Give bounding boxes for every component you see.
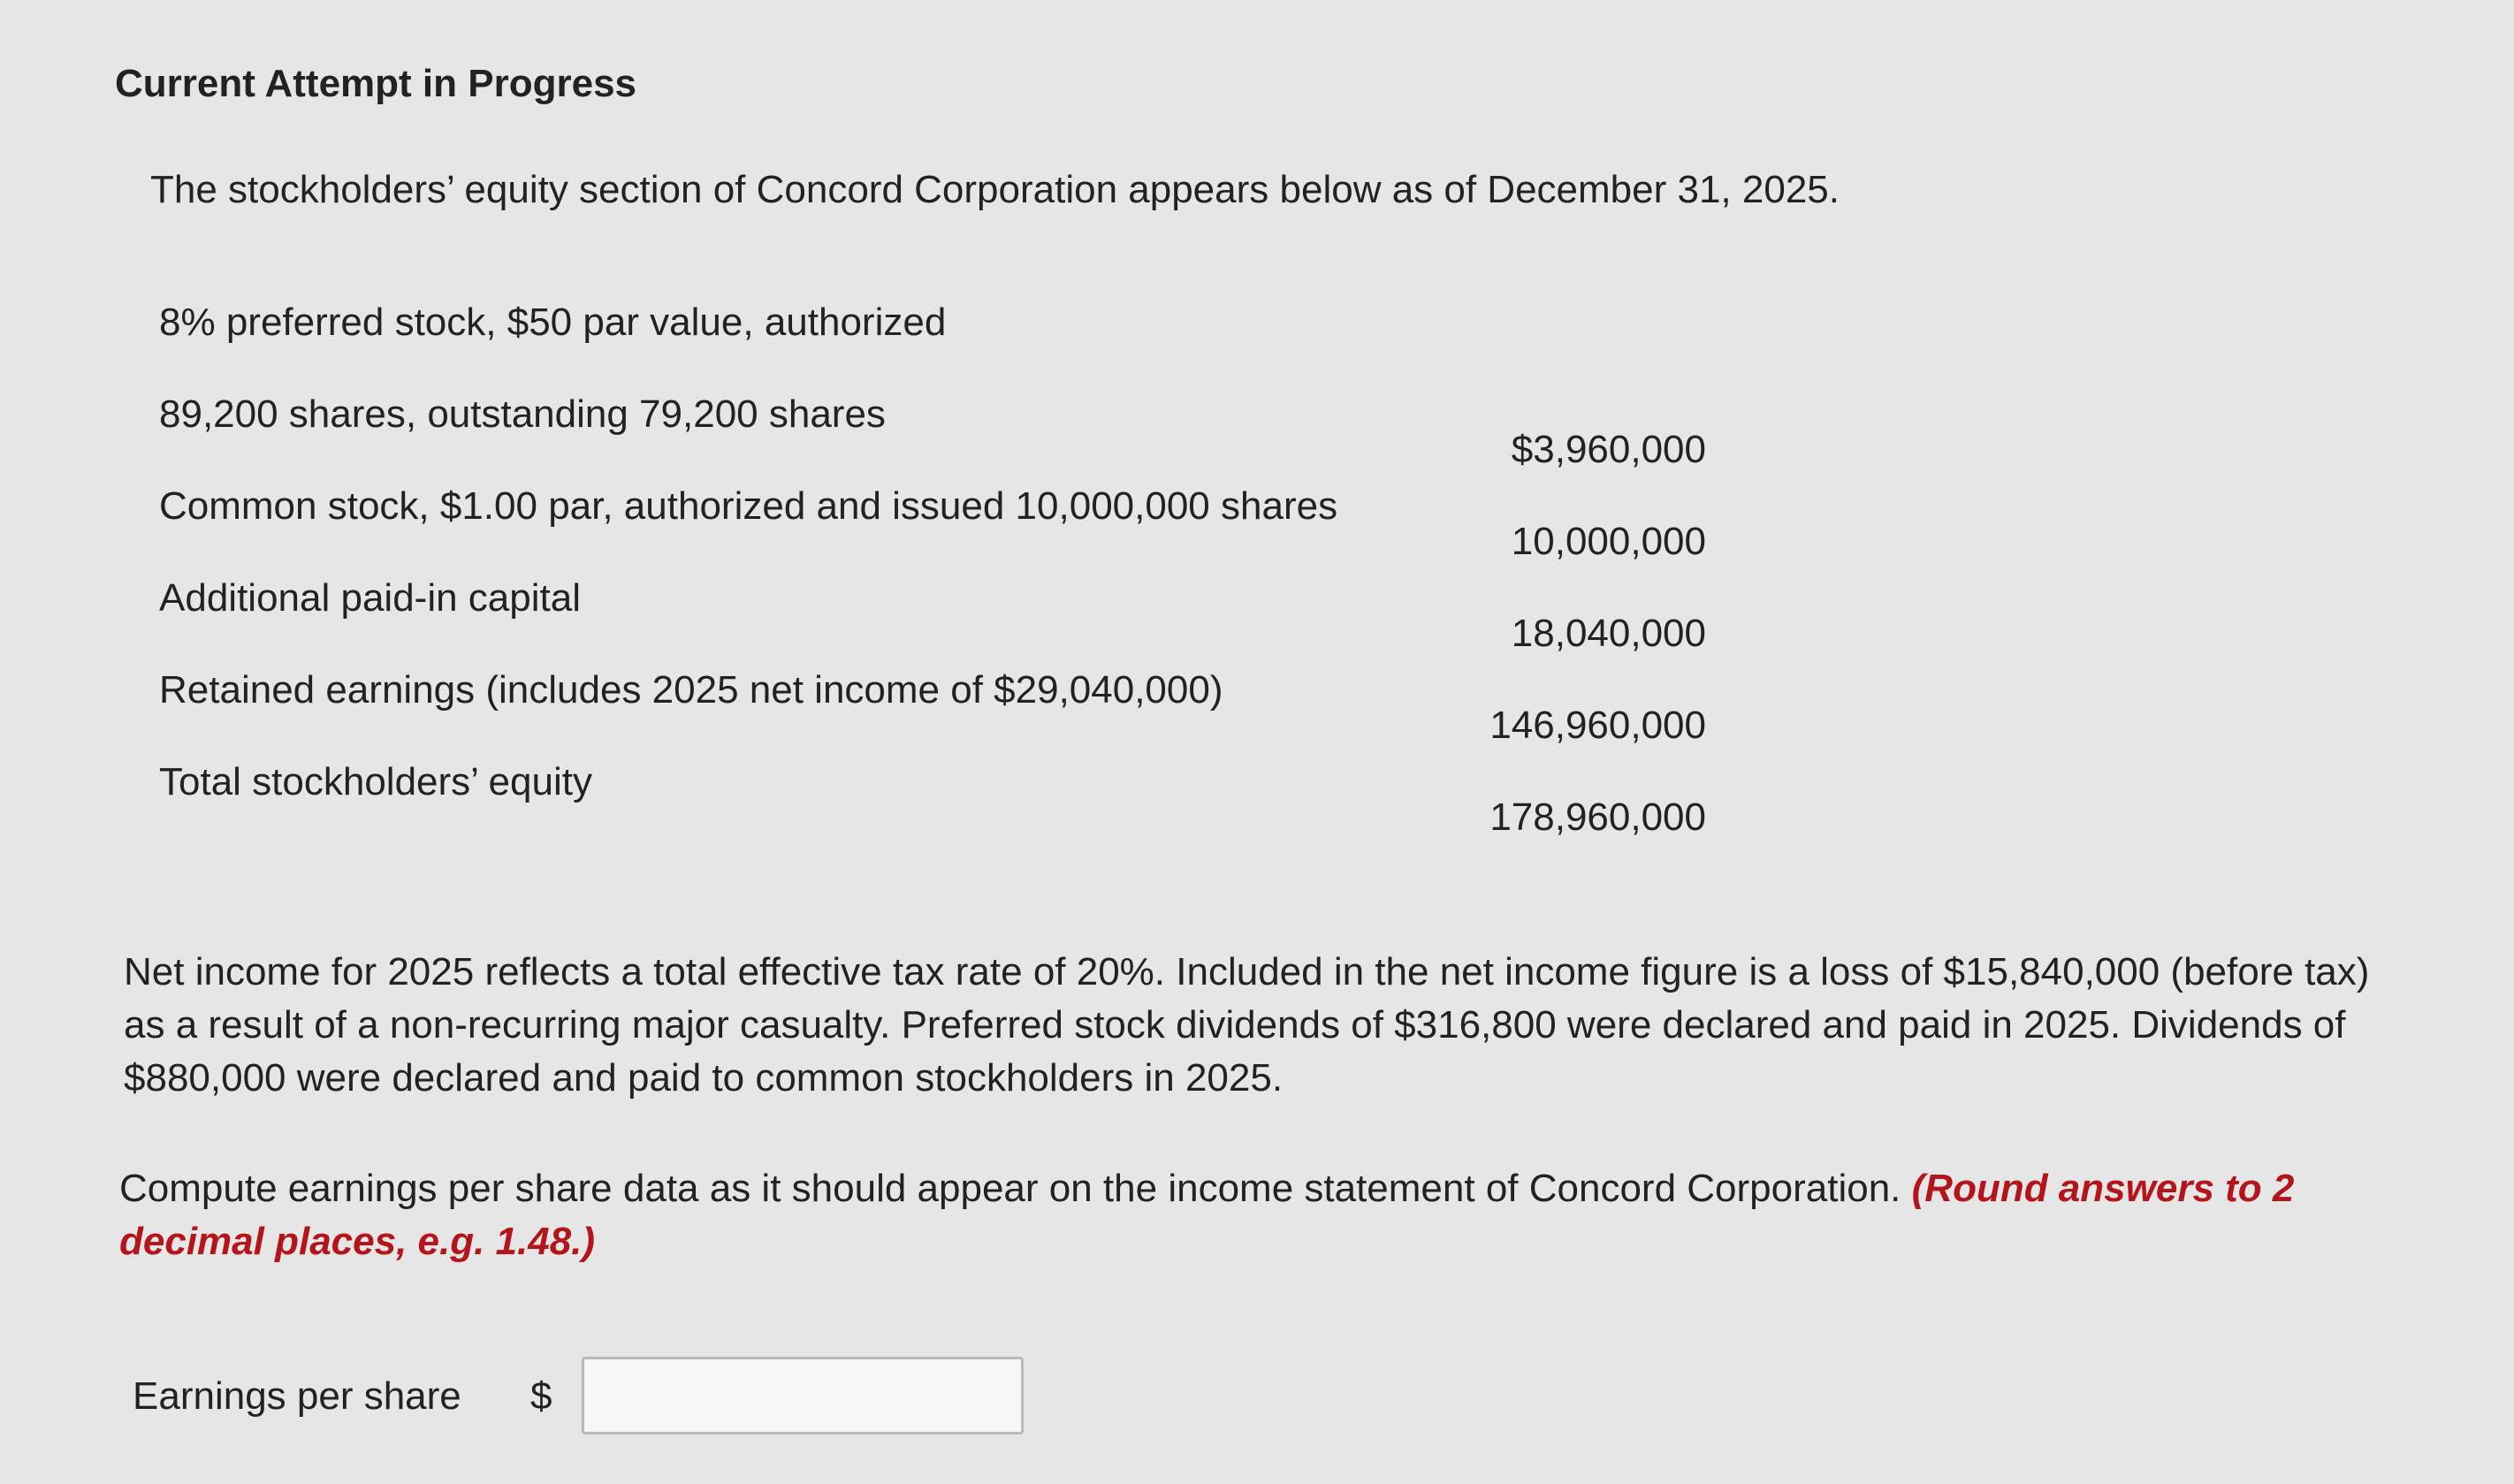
question-panel <box>115 18 2493 1467</box>
equity-row-value: 10,000,000 <box>1511 520 1706 563</box>
equity-row-value: 18,040,000 <box>1511 612 1706 655</box>
equity-row-label: 8% preferred stock, $50 par value, authorized <box>159 301 947 344</box>
problem-intro: The stockholders’ equity section of Concord Corporation appears below as of December 31, 2025. <box>150 168 1840 211</box>
eps-label: Earnings per share <box>133 1374 461 1418</box>
equity-row-total <box>159 742 1706 839</box>
equity-row <box>159 559 1706 655</box>
equity-row-value: 178,960,000 <box>1489 795 1706 839</box>
equity-row <box>159 467 1706 563</box>
equity-row <box>159 651 1706 747</box>
equity-section-table <box>159 283 1706 839</box>
problem-details: Net income for 2025 reflects a total effective tax rate of 20%. Included in the net income figure is a loss of $15,840,000 (before tax) as a result of a non-recurring major casualty. Preferred stock dividends of $316,800 were declared and paid in 2025. Dividends of $880,000 were declared and paid to common stockholders in 2025. <box>124 950 2370 1100</box>
currency-symbol: $ <box>530 1374 552 1418</box>
equity-row-label: 89,200 shares, outstanding 79,200 shares <box>159 392 886 436</box>
equity-row-value: $3,960,000 <box>1511 428 1706 471</box>
equity-row-label: Common stock, $1.00 par, authorized and issued 10,000,000 shares <box>159 484 1338 528</box>
equity-row-label: Retained earnings (includes 2025 net income of $29,040,000) <box>159 668 1223 712</box>
equity-row <box>159 375 1706 471</box>
instruction-text: Compute earnings per share data as it should appear on the income statement of Concord Corporation. <box>119 1167 1901 1210</box>
equity-row <box>159 283 1706 375</box>
problem-instruction <box>119 1162 2382 1268</box>
equity-row-label: Total stockholders’ equity <box>159 760 592 803</box>
attempt-title: Current Attempt in Progress <box>115 62 637 105</box>
rounding-note: (Round answers to 2 decimal places, e.g. 1.48.) <box>119 1167 2295 1263</box>
equity-row-label: Additional paid-in capital <box>159 576 581 620</box>
equity-row-value: 146,960,000 <box>1489 704 1706 747</box>
eps-input[interactable] <box>582 1357 1024 1435</box>
